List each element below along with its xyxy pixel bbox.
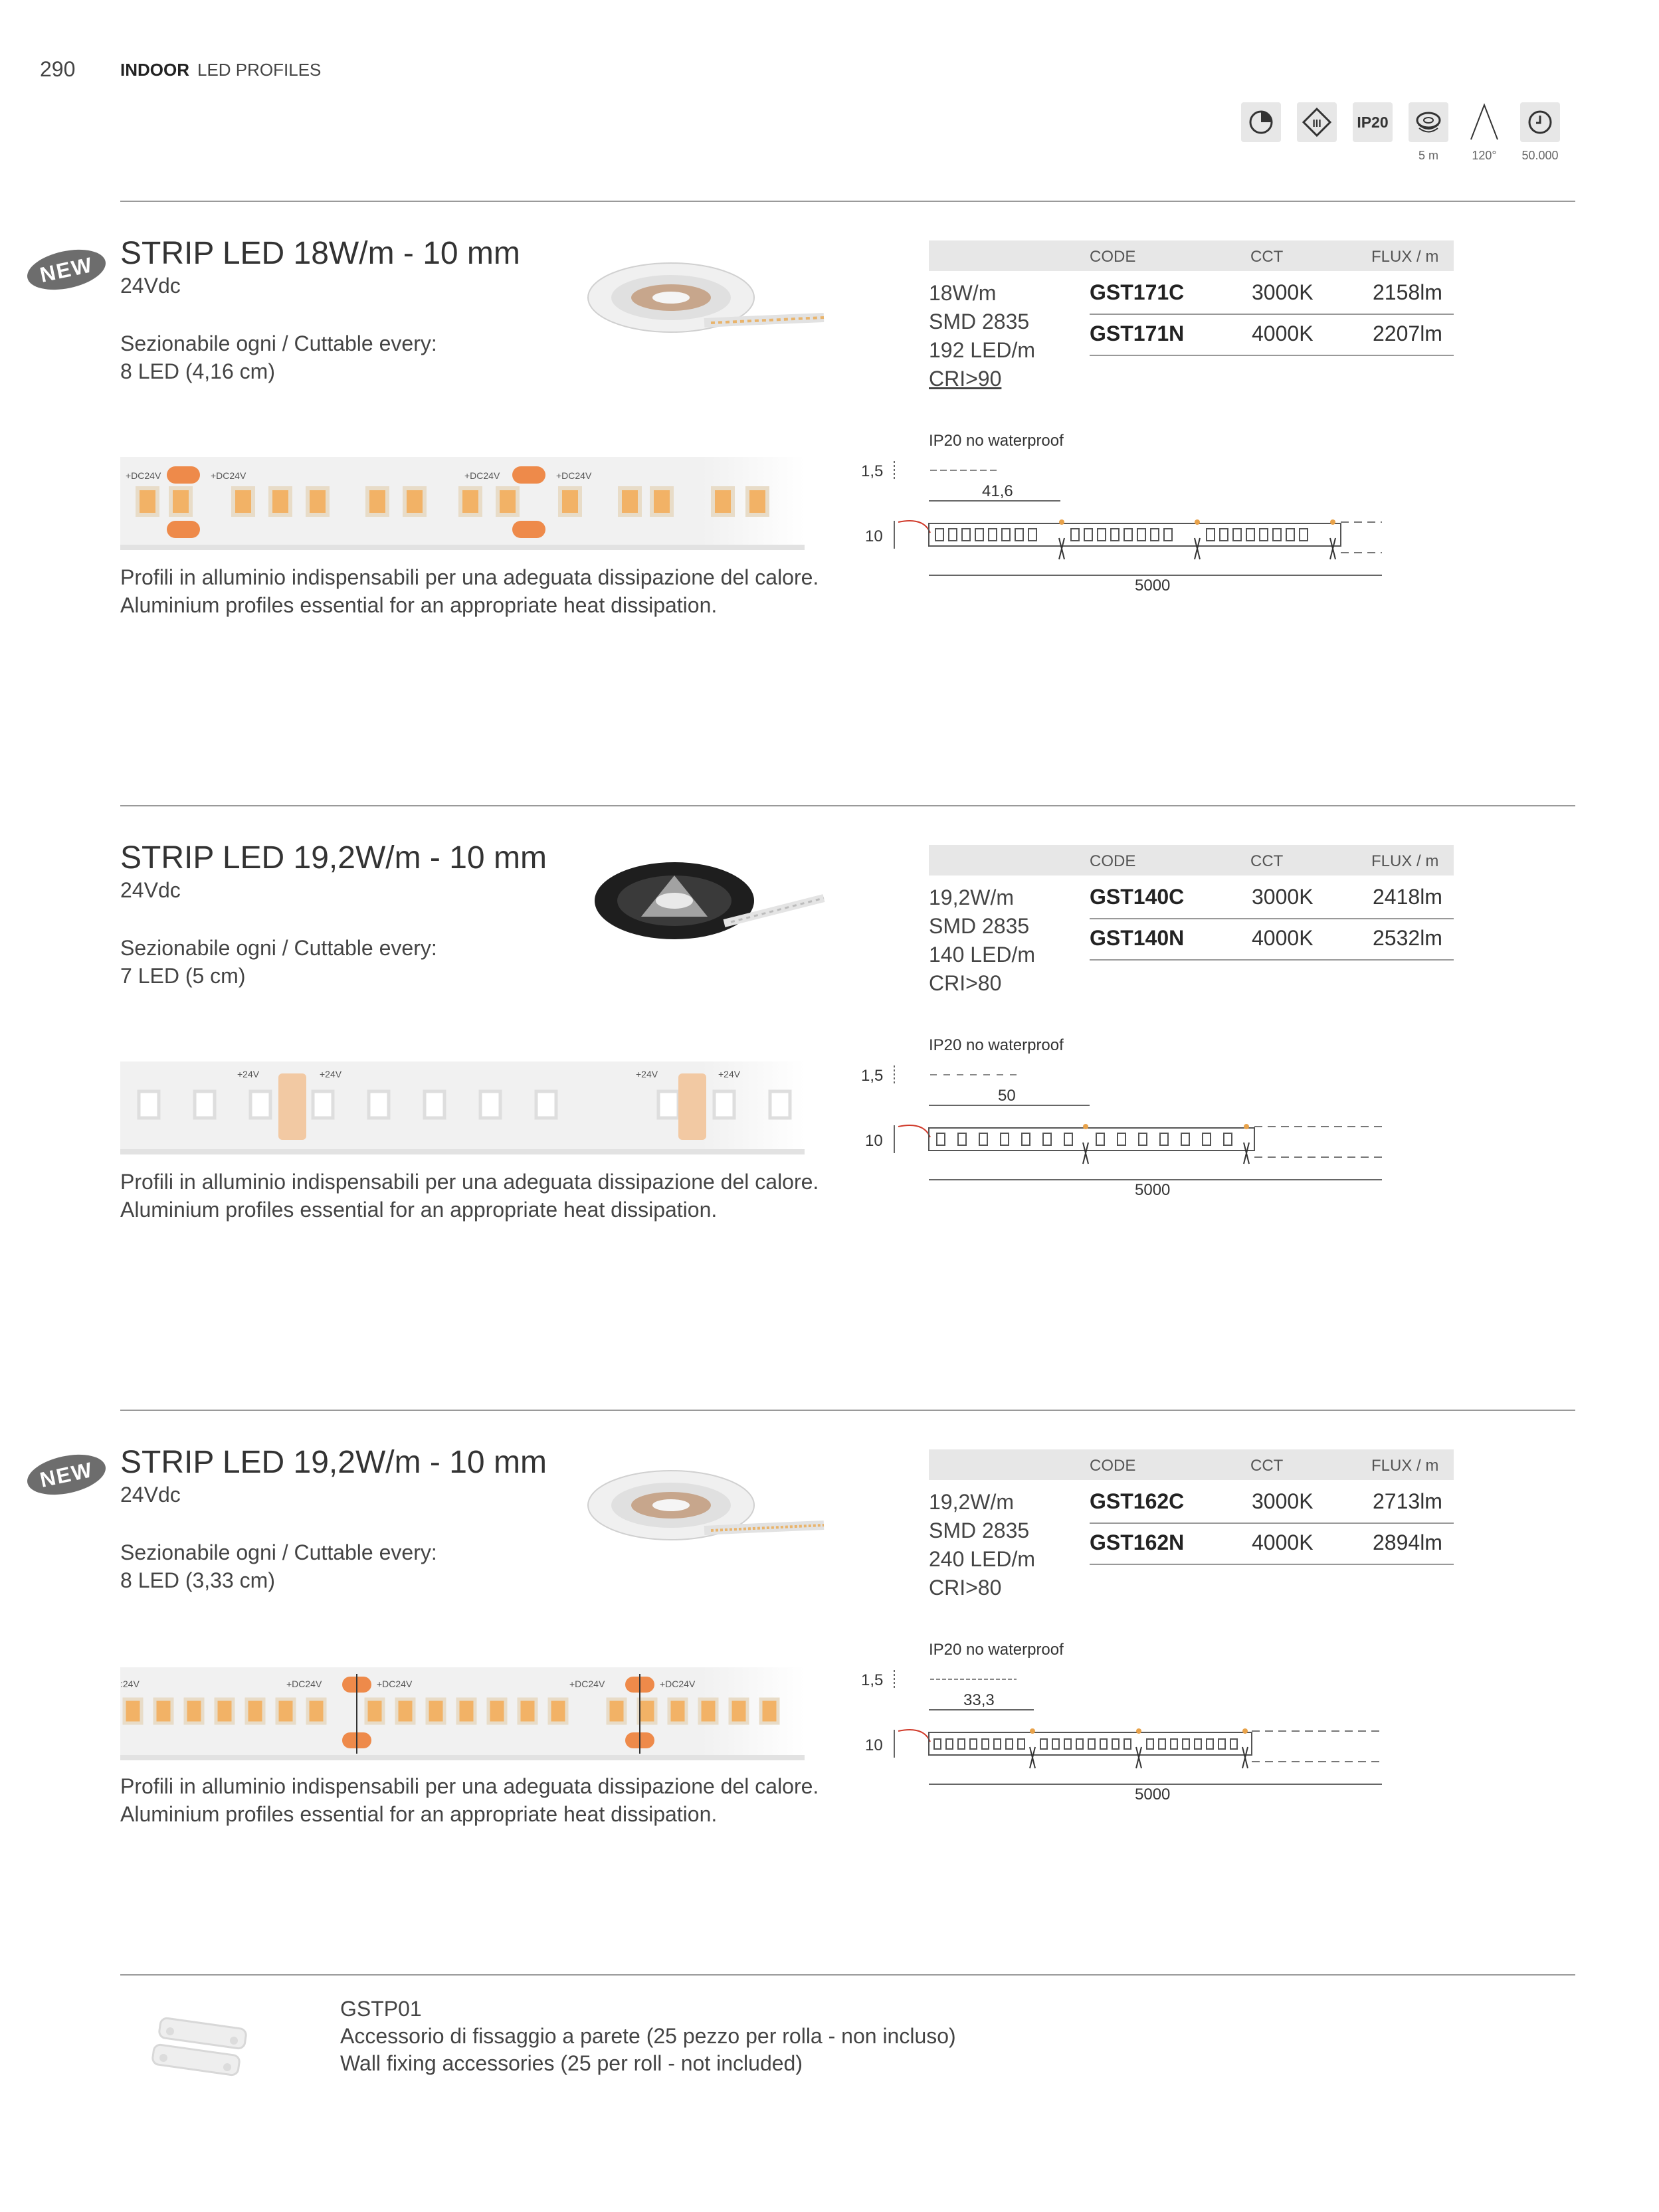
divider bbox=[120, 1974, 1575, 1976]
led-reel-image bbox=[571, 1467, 830, 1553]
cut-value: 7 LED (5 cm) bbox=[120, 964, 246, 988]
row-cct: 3000K bbox=[1252, 1489, 1314, 1513]
dim-height-large: 10 bbox=[865, 1736, 883, 1754]
row-flux: 2532lm bbox=[1373, 926, 1442, 950]
reel-icon bbox=[1409, 102, 1448, 142]
spec-list bbox=[929, 883, 1035, 998]
table-row bbox=[1090, 878, 1454, 919]
dim-pitch: 33,3 bbox=[963, 1691, 995, 1709]
spec-cri: CRI>80 bbox=[929, 971, 1002, 995]
spec-led-type: SMD 2835 bbox=[929, 914, 1030, 938]
divider bbox=[120, 1410, 1575, 1411]
dim-height-large: 10 bbox=[865, 527, 883, 545]
dim-height-small: 1,5 bbox=[861, 1671, 884, 1689]
col-cct: CCT bbox=[1250, 852, 1284, 870]
divider bbox=[120, 805, 1575, 806]
cut-info bbox=[120, 329, 437, 385]
col-code: CODE bbox=[1090, 248, 1136, 266]
cut-info bbox=[120, 934, 437, 990]
strip-label: +DC24V bbox=[660, 1679, 696, 1689]
strip-label: +24V bbox=[237, 1069, 260, 1079]
strip-label: +24V bbox=[636, 1069, 658, 1079]
description-en: Aluminium profiles essential for an appropriate heat dissipation. bbox=[120, 1802, 718, 1826]
col-flux: FLUX / m bbox=[1371, 248, 1439, 266]
col-cct: CCT bbox=[1250, 248, 1284, 266]
ip-note: IP20 no waterproof bbox=[929, 432, 1064, 450]
strip-label: +DC24V bbox=[126, 470, 161, 481]
strip-label: +DC24V bbox=[556, 470, 592, 481]
row-code: GST162N bbox=[1090, 1530, 1185, 1554]
col-code: CODE bbox=[1090, 852, 1136, 870]
spec-density: 140 LED/m bbox=[929, 943, 1036, 967]
dimension-drawing bbox=[890, 458, 1395, 578]
description bbox=[120, 563, 819, 619]
row-cct: 4000K bbox=[1252, 926, 1314, 950]
description-en: Aluminium profiles essential for an appropriate heat dissipation. bbox=[120, 1198, 718, 1222]
description bbox=[120, 1168, 819, 1224]
table-header bbox=[929, 240, 1454, 271]
accessory-line-en: Wall fixing accessories (25 per roll - not included) bbox=[340, 2051, 803, 2075]
table-row bbox=[1090, 274, 1454, 315]
product-title: STRIP LED 19,2W/m - 10 mm bbox=[120, 1445, 547, 1480]
class-3-icon bbox=[1297, 102, 1337, 142]
table-header bbox=[929, 1449, 1454, 1480]
led-strip-photo bbox=[120, 1667, 805, 1764]
spec-power: 18W/m bbox=[929, 281, 997, 305]
dim-pitch: 50 bbox=[998, 1087, 1016, 1105]
table-header bbox=[929, 845, 1454, 876]
accessory-code: GSTP01 bbox=[340, 1997, 422, 2021]
lifetime-icon bbox=[1520, 102, 1560, 142]
ip-note: IP20 no waterproof bbox=[929, 1641, 1064, 1659]
beam-angle-icon bbox=[1464, 102, 1504, 142]
cut-info bbox=[120, 1538, 437, 1594]
product-voltage: 24Vdc bbox=[120, 878, 181, 902]
ip20-icon bbox=[1353, 102, 1393, 142]
strip-label: +DC24V bbox=[286, 1679, 322, 1689]
section-rest: LED PROFILES bbox=[197, 60, 322, 80]
strip-label: +24V bbox=[320, 1069, 342, 1079]
row-flux: 2713lm bbox=[1373, 1489, 1442, 1513]
spec-list bbox=[929, 1488, 1035, 1602]
row-code: GST171C bbox=[1090, 280, 1185, 304]
dimmable-icon bbox=[1241, 102, 1281, 142]
row-cct: 3000K bbox=[1252, 885, 1314, 909]
row-code: GST171N bbox=[1090, 322, 1185, 345]
description-it: Profili in alluminio indispensabili per una adeguata dissipazione del calore. bbox=[120, 1170, 819, 1194]
table-row bbox=[1090, 315, 1454, 356]
description-it: Profili in alluminio indispensabili per una adeguata dissipazione del calore. bbox=[120, 565, 819, 589]
ip20-label: IP20 bbox=[1357, 114, 1389, 131]
row-cct: 4000K bbox=[1252, 1530, 1314, 1554]
dim-pitch: 41,6 bbox=[982, 482, 1013, 500]
description bbox=[120, 1772, 819, 1828]
col-flux: FLUX / m bbox=[1371, 1457, 1439, 1475]
accessory-line-it: Accessorio di fissaggio a parete (25 pezzo per rolla - non incluso) bbox=[340, 2024, 956, 2048]
cut-value: 8 LED (4,16 cm) bbox=[120, 359, 275, 383]
row-cct: 3000K bbox=[1252, 280, 1314, 304]
led-reel-image bbox=[571, 259, 830, 345]
col-cct: CCT bbox=[1250, 1457, 1284, 1475]
row-cct: 4000K bbox=[1252, 322, 1314, 345]
cut-label: Sezionabile ogni / Cuttable every: bbox=[120, 936, 437, 960]
section-bold: INDOOR bbox=[120, 60, 189, 80]
row-code: GST140C bbox=[1090, 885, 1185, 909]
description-it: Profili in alluminio indispensabili per una adeguata dissipazione del calore. bbox=[120, 1774, 819, 1798]
dim-length: 5000 bbox=[1135, 577, 1171, 595]
spec-led-type: SMD 2835 bbox=[929, 310, 1030, 333]
table-row bbox=[1090, 1524, 1454, 1565]
led-reel-image bbox=[585, 857, 830, 957]
dimension-drawing bbox=[890, 1063, 1395, 1182]
strip-label: +DC24V bbox=[569, 1679, 605, 1689]
product-voltage: 24Vdc bbox=[120, 1483, 181, 1507]
dim-height-small: 1,5 bbox=[861, 462, 884, 480]
table-row bbox=[1090, 919, 1454, 961]
product-title: STRIP LED 19,2W/m - 10 mm bbox=[120, 840, 547, 876]
wall-fixing-clip-image bbox=[146, 2011, 266, 2084]
led-strip-photo bbox=[120, 1061, 805, 1158]
dim-length: 5000 bbox=[1135, 1181, 1171, 1199]
accessory-text bbox=[340, 1995, 956, 2077]
row-flux: 2418lm bbox=[1373, 885, 1442, 909]
page-number: 290 bbox=[40, 57, 76, 81]
row-flux: 2207lm bbox=[1373, 322, 1442, 345]
row-code: GST162C bbox=[1090, 1489, 1185, 1513]
section-title bbox=[120, 60, 321, 80]
strip-label: :24V bbox=[120, 1679, 140, 1689]
led-strip-photo bbox=[120, 457, 805, 554]
spec-cri: CRI>90 bbox=[929, 367, 1002, 391]
strip-label: +24V bbox=[718, 1069, 741, 1079]
beam-angle-caption: 120° bbox=[1472, 149, 1497, 162]
col-code: CODE bbox=[1090, 1457, 1136, 1475]
spec-power: 19,2W/m bbox=[929, 885, 1015, 909]
ip-note: IP20 no waterproof bbox=[929, 1036, 1064, 1054]
spec-cri: CRI>80 bbox=[929, 1576, 1002, 1600]
row-flux: 2158lm bbox=[1373, 280, 1442, 304]
strip-label: +DC24V bbox=[464, 470, 500, 481]
cut-label: Sezionabile ogni / Cuttable every: bbox=[120, 1540, 437, 1564]
new-badge: NEW bbox=[23, 1448, 109, 1501]
cut-label: Sezionabile ogni / Cuttable every: bbox=[120, 331, 437, 355]
reel-caption: 5 m bbox=[1418, 149, 1438, 162]
svg-text:III: III bbox=[1312, 118, 1321, 130]
lifetime-caption: 50.000 bbox=[1521, 149, 1559, 162]
spec-density: 240 LED/m bbox=[929, 1547, 1036, 1571]
product-voltage: 24Vdc bbox=[120, 274, 181, 298]
dim-height-small: 1,5 bbox=[861, 1067, 884, 1085]
spec-led-type: SMD 2835 bbox=[929, 1519, 1030, 1542]
row-code: GST140N bbox=[1090, 926, 1185, 950]
dimension-drawing bbox=[890, 1667, 1395, 1787]
spec-power: 19,2W/m bbox=[929, 1490, 1015, 1514]
col-flux: FLUX / m bbox=[1371, 852, 1439, 870]
strip-label: +DC24V bbox=[211, 470, 246, 481]
description-en: Aluminium profiles essential for an appropriate heat dissipation. bbox=[120, 593, 718, 617]
spec-density: 192 LED/m bbox=[929, 338, 1036, 362]
spec-list bbox=[929, 279, 1035, 393]
dim-height-large: 10 bbox=[865, 1132, 883, 1150]
table-row bbox=[1090, 1483, 1454, 1524]
new-badge: NEW bbox=[23, 243, 109, 296]
divider bbox=[120, 201, 1575, 202]
dim-length: 5000 bbox=[1135, 1786, 1171, 1803]
strip-label: +DC24V bbox=[377, 1679, 413, 1689]
row-flux: 2894lm bbox=[1373, 1530, 1442, 1554]
cut-value: 8 LED (3,33 cm) bbox=[120, 1568, 275, 1592]
product-title: STRIP LED 18W/m - 10 mm bbox=[120, 236, 520, 271]
